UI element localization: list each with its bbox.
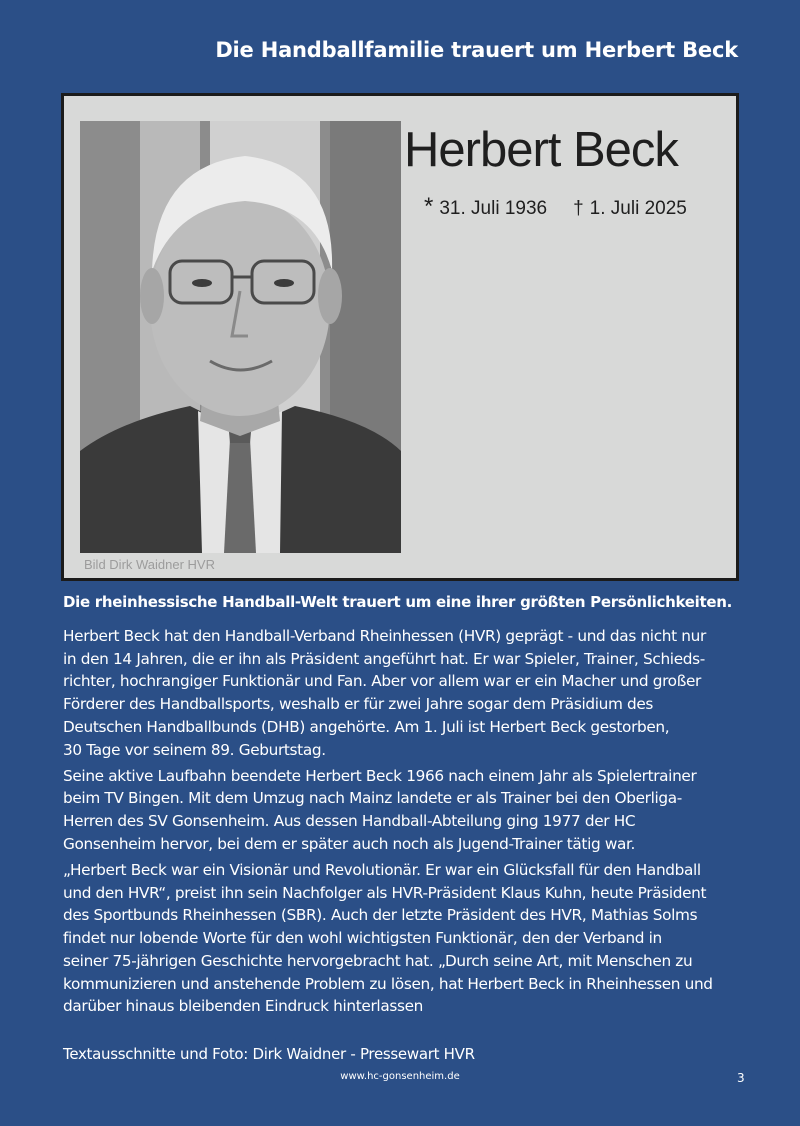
article-line: richter, hochrangiger Funktionär und Fan. Aber vor allem war er ein Macher und großer — [63, 672, 701, 691]
article-line: des Sportbunds Rheinhessen (SBR). Auch der letzte Präsident des HVR, Mathias Solms — [63, 906, 698, 925]
article-line: und den HVR“, preist ihn sein Nachfolger als HVR-Präsident Klaus Kuhn, heute Präsident — [63, 883, 707, 902]
article-line: Förderer des Handballsports, weshalb er für zwei Jahre sogar dem Präsidium des — [63, 695, 654, 714]
article-line: „Herbert Beck war ein Visionär und Revolutionär. Er war ein Glücksfall für den Handball — [63, 861, 701, 880]
article-line: darüber hinaus bleibenden Eindruck hinterlassen — [63, 997, 423, 1016]
person-name: Herbert Beck — [404, 123, 678, 177]
article-line: Herbert Beck hat den Handball-Verband Rheinhessen (HVR) geprägt - und das nicht nur — [63, 627, 706, 645]
article-line: seiner 75-jährigen Geschichte hervorgebracht hat. „Durch seine Art, mit Menschen zu — [63, 951, 693, 970]
photo-credit: Bild Dirk Waidner HVR — [84, 557, 215, 572]
article-lead: Die rheinhessische Handball-Welt trauert um eine ihrer größten Persönlichkeiten. — [63, 593, 732, 611]
birth-symbol: * — [424, 193, 434, 220]
article-line: findet nur lobende Worte für den wohl wichtigsten Funktionär, den der Verband in — [63, 929, 662, 948]
article-line: in den 14 Jahren, die er ihn als Präsident angeführt hat. Er war Spieler, Trainer, Schieds- — [63, 649, 705, 668]
article-paragraph — [63, 625, 743, 761]
article-line: beim TV Bingen. Mit dem Umzug nach Mainz landete er als Trainer bei den Oberliga- — [63, 789, 682, 808]
article-line: Seine aktive Laufbahn beendete Herbert Beck 1966 nach einem Jahr als Spielertrainer — [63, 766, 697, 785]
article-line: kommunizieren und anstehende Problem zu lösen, hat Herbert Beck in Rheinhessen und — [63, 974, 713, 993]
article-body — [63, 625, 743, 1021]
article-paragraph — [63, 765, 743, 856]
page-number: 3 — [737, 1071, 745, 1085]
article-paragraph — [63, 859, 743, 1018]
source-credit: Textausschnitte und Foto: Dirk Waidner - Pressewart HVR — [63, 1045, 475, 1063]
article-line: Herren des SV Gonsenheim. Aus dessen Handball-Abteilung ging 1977 der HC — [63, 812, 636, 831]
obituary-card — [61, 93, 739, 581]
page-title: Die Handballfamilie trauert um Herbert Beck — [215, 38, 738, 62]
article-line: Gonsenheim hervor, bei dem er später auch noch als Jugend-Trainer tätig war. — [63, 834, 636, 853]
article-line: 30 Tage vor seinem 89. Geburtstag. — [63, 740, 326, 759]
death-symbol: † — [573, 198, 584, 219]
article-line: Deutschen Handballbunds (DHB) angehörte. Am 1. Juli ist Herbert Beck gestorben, — [63, 717, 670, 736]
life-dates — [424, 193, 687, 221]
website-url[interactable]: www.hc-gonsenheim.de — [340, 1071, 460, 1082]
portrait-photo — [80, 121, 401, 553]
birth-date: 31. Juli 1936 — [439, 198, 548, 219]
death-date: 1. Juli 2025 — [589, 198, 687, 219]
